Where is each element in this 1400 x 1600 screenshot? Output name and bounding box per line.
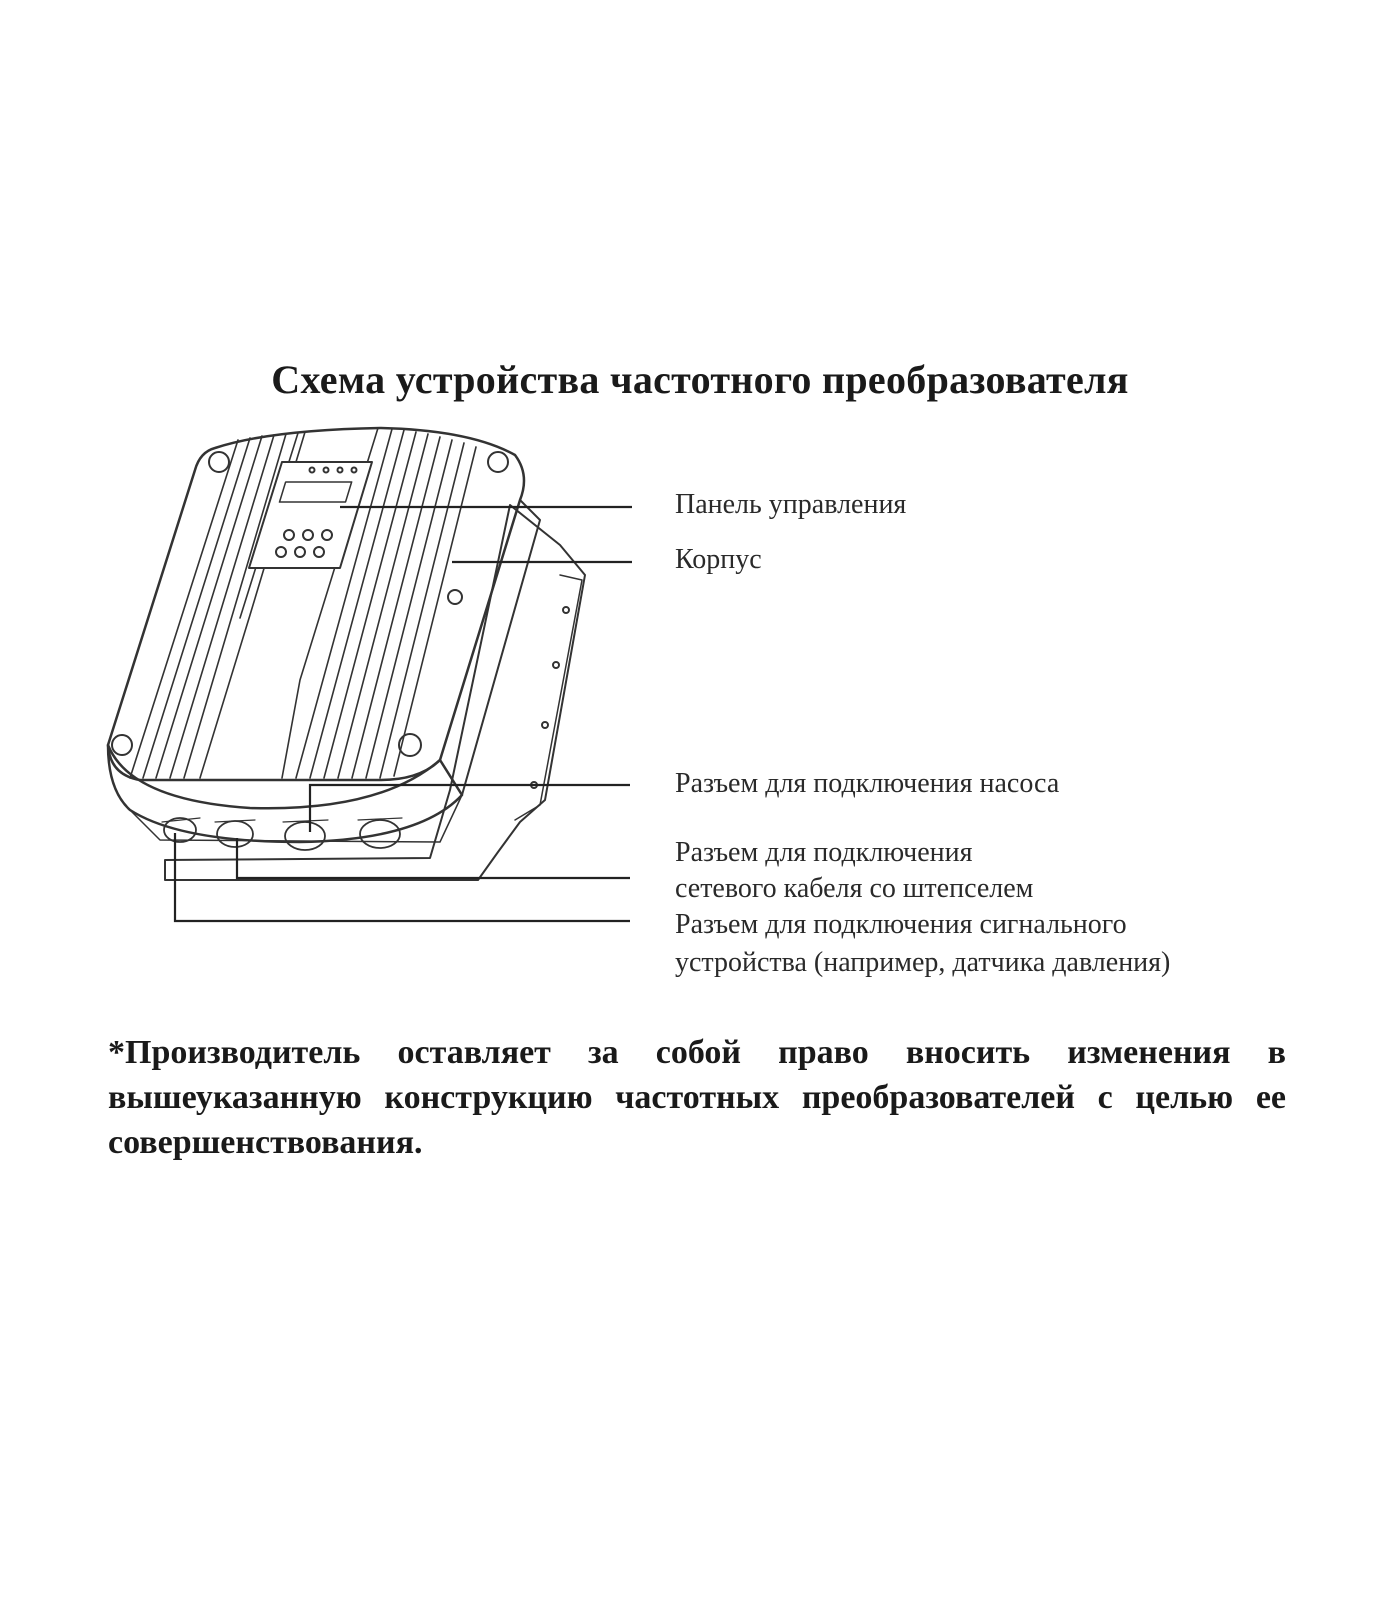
label-control-panel: Панель управления	[675, 489, 907, 520]
cooling-fins-left	[130, 433, 298, 778]
label-power-connector-line1: Разъем для подключения	[675, 837, 973, 868]
corner-boss	[488, 452, 508, 472]
mount-hole	[553, 662, 559, 668]
leader-pump-connector	[310, 785, 630, 832]
corner-boss	[209, 452, 229, 472]
label-signal-connector-line1: Разъем для подключения сигнального	[675, 909, 1127, 940]
manufacturer-note: *Производитель оставляет за собой право вносить изменения в вышеуказанную конструкцию частотных преобразователей с целью ее совершенствования.	[108, 1034, 1286, 1161]
label-power-connector-line2: сетевого кабеля со штепселем	[675, 873, 1034, 904]
label-pump-connector: Разъем для подключения насоса	[675, 768, 1060, 799]
mount-hole	[542, 722, 548, 728]
control-panel	[249, 462, 372, 568]
side-boss	[448, 590, 462, 604]
diagram-title: Схема устройства частотного преобразователя	[271, 357, 1129, 402]
mount-hole	[563, 607, 569, 613]
corner-boss	[112, 735, 132, 755]
label-housing: Корпус	[675, 544, 762, 575]
label-signal-connector-line2: устройства (например, датчика давления)	[675, 947, 1171, 978]
